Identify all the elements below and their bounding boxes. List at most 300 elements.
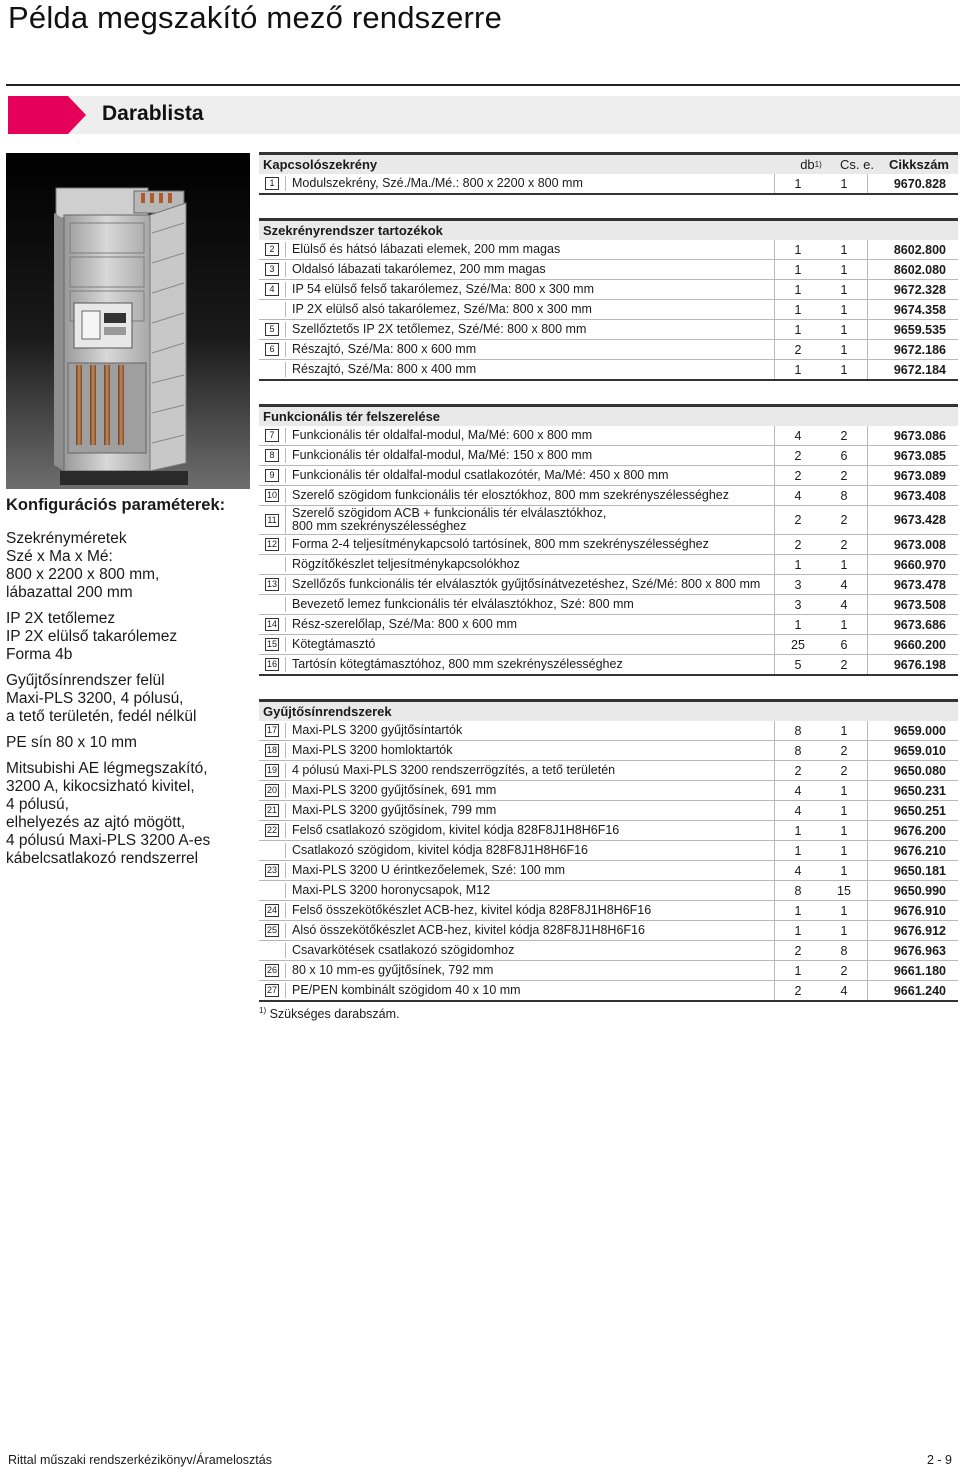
group-header — [259, 218, 958, 240]
item-description — [285, 763, 774, 778]
table-row — [259, 575, 958, 595]
item-description-line: Elülső és hátsó lábazati elemek, 200 mm magas — [292, 242, 561, 256]
item-quantity: 3 — [774, 575, 821, 594]
item-number-cell — [259, 263, 285, 276]
item-quantity: 1 — [774, 174, 821, 193]
item-quantity: 4 — [774, 426, 821, 445]
item-number-cell — [259, 658, 285, 671]
item-pack-unit: 6 — [840, 448, 848, 463]
item-pack-unit: 1 — [840, 863, 848, 878]
item-number-badge: 3 — [265, 263, 279, 276]
item-pack-unit: 1 — [840, 557, 848, 572]
item-description — [285, 617, 774, 632]
item-pack-unit: 1 — [840, 843, 848, 858]
item-pack-unit: 2 — [840, 763, 848, 778]
item-quantity: 2 — [774, 941, 821, 960]
table-row — [259, 861, 958, 881]
item-description-line: 4 pólusú Maxi-PLS 3200 rendszerrögzítés, a tető területén — [292, 763, 616, 777]
item-article-number: 9650.181 — [867, 861, 958, 880]
item-description-line: Szellőzős funkcionális tér elválasztók gyűjtősínátvezetéshez, Szé/Mé: 800 x 800 mm — [292, 577, 761, 591]
item-article-number: 8602.080 — [867, 260, 958, 279]
item-quantity: 1 — [774, 260, 821, 279]
table-row — [259, 741, 958, 761]
item-number-cell — [259, 618, 285, 631]
item-quantity: 1 — [774, 280, 821, 299]
item-description — [285, 863, 774, 878]
item-pack-unit: 1 — [840, 723, 848, 738]
item-number-cell — [259, 177, 285, 190]
item-number-cell — [259, 904, 285, 917]
item-article-number: 9650.080 — [867, 761, 958, 780]
item-description — [285, 448, 774, 463]
item-description-line: Funkcionális tér oldalfal-modul, Ma/Mé: 150 x 800 mm — [292, 448, 593, 462]
config-line: PE sín 80 x 10 mm — [6, 734, 137, 751]
item-article-number: 9650.990 — [867, 881, 958, 900]
config-line: kábelcsatlakozó rendszerrel — [6, 850, 199, 867]
item-quantity: 4 — [774, 781, 821, 800]
item-article-number: 9673.008 — [867, 535, 958, 554]
item-quantity: 8 — [774, 881, 821, 900]
table-row — [259, 761, 958, 781]
table-row — [259, 426, 958, 446]
item-number-cell — [259, 538, 285, 551]
item-article-number: 9673.408 — [867, 486, 958, 505]
item-pack-unit: 2 — [840, 428, 848, 443]
table-row — [259, 506, 958, 535]
table-row — [259, 535, 958, 555]
item-pack-unit: 1 — [840, 783, 848, 798]
config-line: 4 pólusú, — [6, 796, 69, 813]
item-article-number: 9676.210 — [867, 841, 958, 860]
item-number-badge: 4 — [265, 283, 279, 296]
config-line: Forma 4b — [6, 646, 73, 663]
item-quantity: 1 — [774, 901, 821, 920]
item-quantity: 1 — [774, 615, 821, 634]
config-line: 800 x 2200 x 800 mm, — [6, 566, 160, 583]
item-description-line: Bevezető lemez funkcionális tér elválasztókhoz, Szé: 800 mm — [292, 597, 634, 611]
item-description — [285, 537, 774, 552]
item-description-line: Felső csatlakozó szögidom, kivitel kódja 828F8J1H8H6F16 — [292, 823, 620, 837]
item-description — [285, 943, 774, 958]
table-row — [259, 921, 958, 941]
table-row — [259, 240, 958, 260]
item-description — [285, 843, 774, 858]
item-number-cell — [259, 784, 285, 797]
item-description-line: Oldalsó lábazati takarólemez, 200 mm magas — [292, 262, 546, 276]
item-number-cell — [259, 323, 285, 336]
item-description — [285, 282, 774, 297]
item-number-cell — [259, 804, 285, 817]
item-pack-unit: 1 — [840, 282, 848, 297]
item-description — [285, 322, 774, 337]
item-number-badge: 6 — [265, 343, 279, 356]
item-description-line: Tartósín kötegtámasztóhoz, 800 mm szekrényszélességhez — [292, 657, 623, 671]
parts-list — [259, 152, 958, 1021]
parts-group — [259, 699, 958, 1002]
item-number-badge: 1 — [265, 177, 279, 190]
item-quantity: 1 — [774, 360, 821, 379]
config-paragraph — [6, 734, 250, 752]
item-description-line: 80 x 10 mm-es gyűjtősínek, 792 mm — [292, 963, 494, 977]
item-number-cell — [259, 578, 285, 591]
item-quantity: 1 — [774, 841, 821, 860]
table-row — [259, 821, 958, 841]
table-row — [259, 555, 958, 575]
config-paragraphs — [6, 530, 250, 868]
item-number-cell — [259, 924, 285, 937]
item-description-line: Szerelő szögidom ACB + funkcionális tér elválasztókhoz, — [292, 506, 607, 520]
item-quantity: 2 — [774, 446, 821, 465]
item-quantity: 3 — [774, 595, 821, 614]
item-number-badge: 13 — [266, 579, 277, 589]
table-row — [259, 486, 958, 506]
config-line: a tető területén, fedél nélkül — [6, 708, 197, 725]
table-row — [259, 655, 958, 676]
table-row — [259, 300, 958, 320]
item-article-number: 9673.428 — [867, 506, 958, 534]
item-article-number: 9650.251 — [867, 801, 958, 820]
footnote — [259, 1006, 958, 1021]
config-line: elhelyezés az ajtó mögött, — [6, 814, 186, 831]
footer-page-number: 2 - 9 — [926, 1453, 952, 1467]
item-description — [285, 823, 774, 838]
item-pack-unit: 1 — [840, 923, 848, 938]
item-description — [285, 262, 774, 277]
item-pack-unit: 2 — [840, 743, 848, 758]
group-title: Funkcionális tér felszerelése — [263, 409, 441, 424]
item-description — [285, 342, 774, 357]
item-article-number: 9673.086 — [867, 426, 958, 445]
item-pack-unit: 2 — [840, 537, 848, 552]
item-number-badge: 2 — [265, 243, 279, 256]
item-number-cell — [259, 638, 285, 651]
item-description-line: Szerelő szögidom funkcionális tér elosztókhoz, 800 mm szekrényszélességhez — [292, 488, 730, 502]
item-description — [285, 983, 774, 998]
config-line: IP 2X tetőlemez — [6, 610, 116, 627]
config-panel — [6, 496, 250, 876]
item-article-number: 9676.200 — [867, 821, 958, 840]
page-title: Példa megszakító mező rendszerre — [8, 0, 503, 35]
item-number-badge: 7 — [265, 429, 279, 442]
item-description-line: Rögzítőkészlet teljesítménykapcsolókhoz — [292, 557, 520, 571]
item-description-line: Szellőztetős IP 2X tetőlemez, Szé/Mé: 800 x 800 mm — [292, 322, 587, 336]
item-description-line: IP 2X elülső alsó takarólemez, Szé/Ma: 800 x 300 mm — [292, 302, 592, 316]
item-description-line: 800 mm szekrényszélességhez — [292, 519, 467, 533]
item-number-badge: 9 — [265, 469, 279, 482]
item-article-number: 9661.180 — [867, 961, 958, 980]
item-description-line: Kötegtámasztó — [292, 637, 376, 651]
item-description — [285, 176, 774, 191]
config-line: 3200 A, kikocsizható kivitel, — [6, 778, 195, 795]
parts-group — [259, 152, 958, 195]
column-header-db-label: db — [800, 157, 815, 172]
item-number-badge: 24 — [266, 905, 277, 915]
item-description-line: Csavarkötések csatlakozó szögidomhoz — [292, 943, 515, 957]
item-quantity: 2 — [774, 340, 821, 359]
config-paragraph — [6, 672, 250, 726]
column-header-cs: Cs. e. — [840, 157, 874, 172]
item-number-badge: 16 — [266, 659, 277, 669]
item-pack-unit: 8 — [840, 488, 848, 503]
item-pack-unit: 1 — [840, 803, 848, 818]
item-pack-unit: 1 — [840, 242, 848, 257]
item-number-cell — [259, 469, 285, 482]
item-description — [285, 557, 774, 572]
table-row — [259, 280, 958, 300]
item-number-badge: 10 — [266, 490, 277, 500]
item-number-cell — [259, 429, 285, 442]
table-row — [259, 466, 958, 486]
item-article-number: 9659.000 — [867, 721, 958, 740]
item-number-cell — [259, 283, 285, 296]
table-row — [259, 260, 958, 280]
item-description-line: Maxi-PLS 3200 gyűjtősíntartók — [292, 723, 463, 737]
item-number-cell — [259, 449, 285, 462]
item-description — [285, 428, 774, 443]
item-quantity: 4 — [774, 861, 821, 880]
item-description-line: Forma 2-4 teljesítménykapcsoló tartósínek, 800 mm szekrényszélességhez — [292, 537, 709, 551]
item-description — [285, 242, 774, 257]
item-number-badge: 25 — [266, 925, 277, 935]
item-pack-unit: 1 — [840, 302, 848, 317]
item-article-number: 9672.328 — [867, 280, 958, 299]
item-article-number: 9676.912 — [867, 921, 958, 940]
item-description-line: Részajtó, Szé/Ma: 800 x 400 mm — [292, 362, 477, 376]
item-quantity: 1 — [774, 240, 821, 259]
item-article-number: 9650.231 — [867, 781, 958, 800]
config-line: lábazattal 200 mm — [6, 584, 133, 601]
item-number-badge: 11 — [265, 514, 279, 527]
item-description — [285, 903, 774, 918]
item-pack-unit: 1 — [840, 322, 848, 337]
item-description — [285, 963, 774, 978]
item-description — [285, 488, 774, 503]
item-number-badge: 20 — [266, 785, 277, 795]
item-number-badge: 12 — [266, 539, 277, 549]
item-pack-unit: 1 — [840, 362, 848, 377]
item-pack-unit: 2 — [840, 963, 848, 978]
item-quantity: 5 — [774, 655, 821, 674]
item-pack-unit: 2 — [840, 657, 848, 672]
item-description — [285, 577, 774, 592]
column-header-db — [788, 155, 834, 174]
item-pack-unit: 8 — [840, 943, 848, 958]
item-article-number: 9670.828 — [867, 174, 958, 193]
group-header — [259, 699, 958, 721]
item-description-line: Alsó összekötőkészlet ACB-hez, kivitel kódja 828F8J1H8H6F16 — [292, 923, 645, 937]
cabinet-photo — [6, 153, 250, 489]
item-article-number: 9673.686 — [867, 615, 958, 634]
item-quantity: 8 — [774, 741, 821, 760]
item-pack-unit: 4 — [840, 577, 848, 592]
item-description — [285, 302, 774, 317]
item-number-badge: 14 — [266, 619, 277, 629]
footnote-ref: 1) — [814, 160, 822, 169]
parts-group — [259, 404, 958, 676]
item-pack-unit: 1 — [840, 903, 848, 918]
item-number-badge: 22 — [266, 825, 277, 835]
item-description — [285, 923, 774, 938]
item-description-line: Maxi-PLS 3200 gyűjtősínek, 691 mm — [292, 783, 497, 797]
item-description-line: Csatlakozó szögidom, kivitel kódja 828F8J1H8H6F16 — [292, 843, 588, 857]
table-row — [259, 841, 958, 861]
item-quantity: 2 — [774, 761, 821, 780]
item-description — [285, 468, 774, 483]
item-quantity: 4 — [774, 486, 821, 505]
item-article-number: 9661.240 — [867, 981, 958, 1000]
item-description — [285, 743, 774, 758]
config-line: Szé x Ma x Mé: — [6, 548, 113, 565]
item-pack-unit: 4 — [840, 597, 848, 612]
item-number-badge: 19 — [266, 765, 277, 775]
item-quantity: 2 — [774, 466, 821, 485]
item-description-line: Maxi-PLS 3200 homloktartók — [292, 743, 453, 757]
item-pack-unit: 15 — [837, 883, 851, 898]
item-number-cell — [259, 764, 285, 777]
item-number-cell — [259, 343, 285, 356]
table-row — [259, 615, 958, 635]
item-description — [285, 883, 774, 898]
item-description — [285, 657, 774, 672]
item-number-cell — [259, 514, 285, 527]
item-pack-unit: 6 — [840, 637, 848, 652]
item-description-line: Részajtó, Szé/Ma: 800 x 600 mm — [292, 342, 477, 356]
top-divider — [6, 84, 960, 86]
table-row — [259, 941, 958, 961]
item-article-number: 9659.010 — [867, 741, 958, 760]
item-number-cell — [259, 744, 285, 757]
item-number-badge: 17 — [266, 725, 277, 735]
item-number-cell — [259, 489, 285, 502]
item-pack-unit: 2 — [840, 468, 848, 483]
item-number-cell — [259, 824, 285, 837]
section-arrow-icon — [8, 96, 86, 134]
item-description-line: Rész-szerelőlap, Szé/Ma: 800 x 600 mm — [292, 617, 518, 631]
footer-publication: Rittal műszaki rendszerkézikönyv/Áramelosztás — [8, 1453, 272, 1467]
item-quantity: 1 — [774, 821, 821, 840]
column-header-code: Cikkszám — [889, 157, 949, 172]
table-row — [259, 360, 958, 381]
item-article-number: 9660.200 — [867, 635, 958, 654]
item-quantity: 1 — [774, 320, 821, 339]
footnote-text: Szükséges darabszám. — [266, 1007, 400, 1022]
table-row — [259, 446, 958, 466]
item-description-line: Felső összekötőkészlet ACB-hez, kivitel kódja 828F8J1H8H6F16 — [292, 903, 652, 917]
item-pack-unit: 1 — [840, 262, 848, 277]
config-paragraph — [6, 610, 250, 664]
table-row — [259, 174, 958, 195]
table-row — [259, 635, 958, 655]
table-row — [259, 320, 958, 340]
item-article-number: 9672.186 — [867, 340, 958, 359]
group-title: Kapcsolószekrény — [263, 157, 378, 172]
item-description-line: Maxi-PLS 3200 horonycsapok, M12 — [292, 883, 491, 897]
item-article-number: 9673.089 — [867, 466, 958, 485]
group-header — [259, 404, 958, 426]
config-paragraph — [6, 530, 250, 602]
item-quantity: 2 — [774, 535, 821, 554]
item-article-number: 9676.963 — [867, 941, 958, 960]
item-number-cell — [259, 964, 285, 977]
parts-group — [259, 218, 958, 381]
config-line: Maxi-PLS 3200, 4 pólusú, — [6, 690, 184, 707]
item-number-badge: 8 — [265, 449, 279, 462]
config-line: 4 pólusú Maxi-PLS 3200 A-es — [6, 832, 211, 849]
item-article-number: 9660.970 — [867, 555, 958, 574]
config-line: IP 2X elülső takarólemez — [6, 628, 178, 645]
item-number-badge: 23 — [266, 865, 277, 875]
item-pack-unit: 4 — [840, 983, 848, 998]
item-quantity: 1 — [774, 300, 821, 319]
footnote-mark: 1) — [259, 1006, 267, 1015]
table-row — [259, 340, 958, 360]
item-description-line: Modulszekrény, Szé./Ma./Mé.: 800 x 2200 x 800 mm — [292, 176, 583, 190]
config-paragraph — [6, 760, 250, 868]
group-header — [259, 152, 958, 174]
table-row — [259, 721, 958, 741]
config-line: Gyűjtősínrendszer felül — [6, 672, 165, 689]
item-description-line: PE/PEN kombinált szögidom 40 x 10 mm — [292, 983, 521, 997]
table-row — [259, 901, 958, 921]
item-number-cell — [259, 984, 285, 997]
item-quantity: 1 — [774, 961, 821, 980]
section-title: Darablista — [102, 102, 204, 125]
config-line: Szekrényméretek — [6, 530, 127, 547]
config-line: Mitsubishi AE légmegszakító, — [6, 760, 208, 777]
item-quantity: 2 — [774, 506, 821, 534]
item-description-line: Maxi-PLS 3200 U érintkezőelemek, Szé: 100 mm — [292, 863, 566, 877]
item-pack-unit: 1 — [840, 176, 848, 191]
item-pack-unit: 1 — [840, 342, 848, 357]
item-description — [285, 362, 774, 377]
table-row — [259, 961, 958, 981]
item-number-badge: 18 — [266, 745, 277, 755]
item-description — [285, 506, 774, 534]
item-description — [285, 803, 774, 818]
item-quantity: 25 — [774, 635, 821, 654]
table-row — [259, 595, 958, 615]
item-pack-unit: 1 — [840, 823, 848, 838]
item-description — [285, 637, 774, 652]
item-number-badge: 21 — [266, 805, 277, 815]
table-row — [259, 981, 958, 1002]
item-article-number: 9676.910 — [867, 901, 958, 920]
item-article-number: 9676.198 — [867, 655, 958, 674]
table-row — [259, 881, 958, 901]
item-description — [285, 723, 774, 738]
item-description-line: Funkcionális tér oldalfal-modul, Ma/Mé: 600 x 800 mm — [292, 428, 593, 442]
item-quantity: 4 — [774, 801, 821, 820]
item-description-line: IP 54 elülső felső takarólemez, Szé/Ma: 800 x 300 mm — [292, 282, 595, 296]
item-description — [285, 783, 774, 798]
table-row — [259, 801, 958, 821]
item-number-cell — [259, 724, 285, 737]
item-description — [285, 597, 774, 612]
item-pack-unit: 2 — [840, 513, 848, 527]
item-number-cell — [259, 864, 285, 877]
item-pack-unit: 1 — [840, 617, 848, 632]
item-quantity: 8 — [774, 721, 821, 740]
item-description-line: Maxi-PLS 3200 gyűjtősínek, 799 mm — [292, 803, 497, 817]
item-article-number: 9672.184 — [867, 360, 958, 379]
item-quantity: 1 — [774, 555, 821, 574]
item-number-badge: 26 — [266, 965, 277, 975]
item-number-badge: 15 — [266, 639, 277, 649]
item-article-number: 9673.478 — [867, 575, 958, 594]
item-description-line: Funkcionális tér oldalfal-modul csatlakozótér, Ma/Mé: 450 x 800 mm — [292, 468, 669, 482]
item-quantity: 1 — [774, 921, 821, 940]
item-quantity: 2 — [774, 981, 821, 1000]
